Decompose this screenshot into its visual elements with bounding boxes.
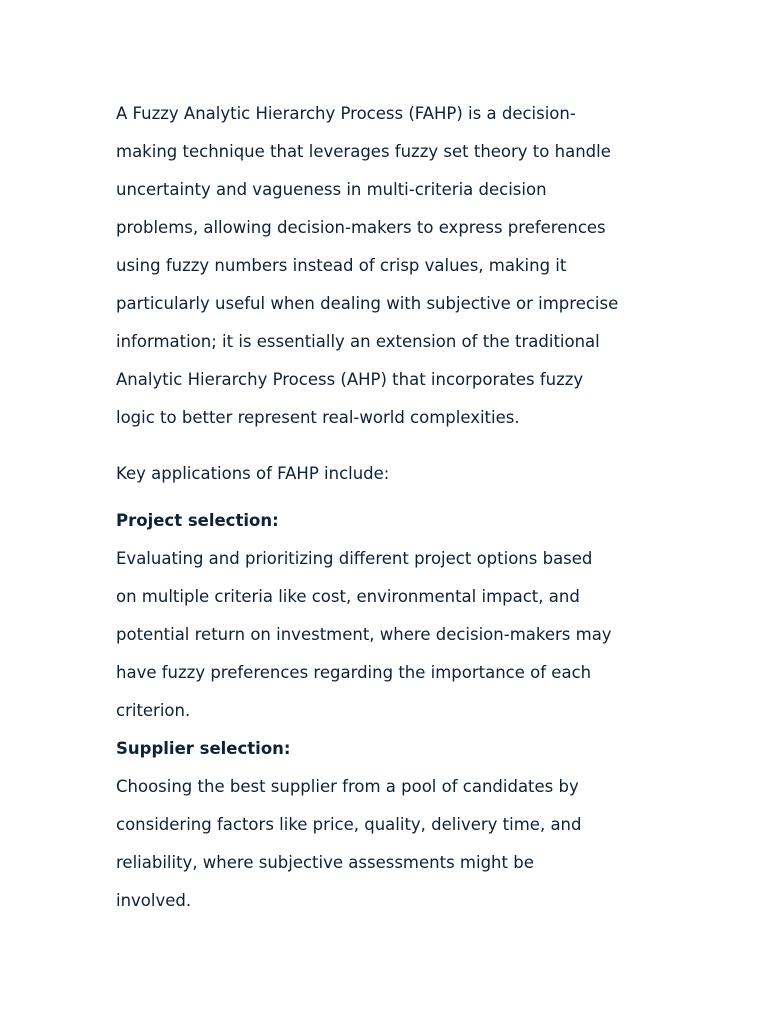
supplier-line: involved. bbox=[116, 891, 192, 910]
document-page bbox=[116, 95, 656, 920]
intro-line: A Fuzzy Analytic Hierarchy Process (FAHP) is a decision- bbox=[116, 104, 576, 123]
supplier-line: reliability, where subjective assessments might be bbox=[116, 853, 534, 872]
intro-line: information; it is essentially an extension of the traditional bbox=[116, 332, 600, 351]
project-line: criterion. bbox=[116, 701, 191, 720]
project-line: potential return on investment, where decision-makers may bbox=[116, 625, 612, 644]
project-selection-heading: Project selection: bbox=[116, 511, 279, 530]
project-line: Evaluating and prioritizing different project options based bbox=[116, 549, 593, 568]
supplier-selection-section bbox=[116, 730, 656, 920]
supplier-selection-heading: Supplier selection: bbox=[116, 739, 291, 758]
supplier-line: considering factors like price, quality, delivery time, and bbox=[116, 815, 582, 834]
project-line: on multiple criteria like cost, environmental impact, and bbox=[116, 587, 580, 606]
intro-line: logic to better represent real-world complexities. bbox=[116, 408, 520, 427]
intro-line: particularly useful when dealing with subjective or imprecise bbox=[116, 294, 619, 313]
intro-line: Analytic Hierarchy Process (AHP) that incorporates fuzzy bbox=[116, 370, 584, 389]
intro-line: making technique that leverages fuzzy set theory to handle bbox=[116, 142, 611, 161]
supplier-line: Choosing the best supplier from a pool of candidates by bbox=[116, 777, 579, 796]
intro-line: using fuzzy numbers instead of crisp values, making it bbox=[116, 256, 567, 275]
project-selection-section bbox=[116, 502, 656, 730]
intro-line: uncertainty and vagueness in multi-criteria decision bbox=[116, 180, 547, 199]
applications-intro: Key applications of FAHP include: bbox=[116, 464, 390, 483]
intro-line: problems, allowing decision-makers to express preferences bbox=[116, 218, 606, 237]
project-line: have fuzzy preferences regarding the importance of each bbox=[116, 663, 592, 682]
intro-paragraph bbox=[116, 95, 656, 437]
